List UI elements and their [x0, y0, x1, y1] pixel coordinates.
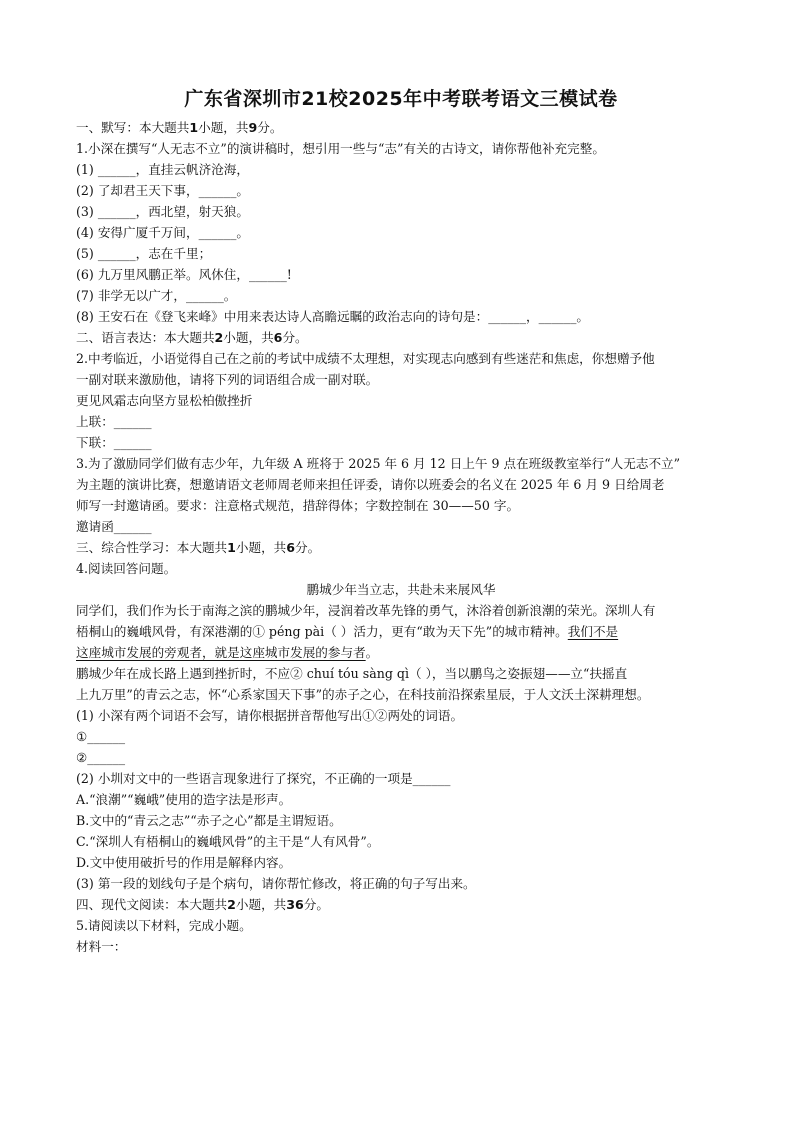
sub-question-1: (1) 小深有两个词语不会写，请你根据拼音帮他写出①②两处的词语。 — [76, 708, 464, 723]
passage-line: 鹏城少年在成长路上遇到挫折时，不应② chuí tóu sàng qì（ ），当以鹏鸟之姿振翅——立“扶摇直 — [76, 666, 628, 681]
passage-line: 同学们，我们作为长于南海之滨的鹏城少年，浸润着改革先锋的勇气，沐浴着创新浪潮的荣光。深圳人有 — [76, 603, 656, 618]
section-header-text: 分。 — [295, 540, 321, 555]
section-header-text: 分。 — [257, 120, 283, 135]
couplet-lower-answer: 下联：______ — [76, 435, 152, 450]
section-header-text: 分。 — [303, 897, 329, 912]
section-header-text: 四、现代文阅读：本大题共 — [76, 897, 228, 912]
option-a: A.“浪潮”“巍峨”使用的造字法是形声。 — [76, 792, 292, 807]
section-header-1 — [76, 117, 726, 138]
option-d: D.文中使用破折号的作用是解释内容。 — [76, 855, 292, 870]
couplet-words: 更见风霜志向坚方显松柏傲挫折 — [76, 393, 253, 408]
question-5-stem: 5.请阅读以下材料，完成小题。 — [76, 918, 252, 933]
question-count: 1 — [227, 540, 236, 555]
passage-text: 梧桐山的巍峨风骨，有深港潮的① péng pài（ ）活力，更有“敢为天下先”的城市精神。 — [76, 624, 568, 639]
material-label: 材料一： — [76, 939, 127, 954]
question-3-stem-line: 师写一封邀请函。要求：注意格式规范，措辞得体；字数控制在 30——50 字。 — [76, 498, 520, 513]
passage-text: 。 — [365, 645, 379, 660]
section-header-text: 三、综合性学习：本大题共 — [76, 540, 228, 555]
fill-item-6: (6) 九万里风鹏正举。风休住，______! — [76, 267, 292, 282]
passage-line — [76, 642, 726, 663]
section-header-text: 分。 — [282, 330, 308, 345]
section-header-text: 二、语言表达：本大题共 — [76, 330, 215, 345]
underlined-sentence: 这座城市发展的旁观者，就是这座城市发展的参与者 — [76, 645, 366, 660]
passage-line — [76, 621, 726, 642]
invitation-answer: 邀请函______ — [76, 519, 152, 534]
score-value: 9 — [248, 120, 258, 135]
option-b: B.文中的“青云之志”“赤子之心”都是主谓短语。 — [76, 813, 342, 828]
fill-item-2: (2) 了却君王天下事，______。 — [76, 183, 249, 198]
fill-item-4: (4) 安得广厦千万间，______。 — [76, 225, 249, 240]
section-header-text: 小题，共 — [235, 897, 287, 912]
section-header-text: 小题，共 — [235, 540, 287, 555]
question-2-stem-line: 一副对联来激励他，请将下列的词语组合成一副对联。 — [76, 372, 379, 387]
question-count: 1 — [189, 120, 199, 135]
question-3-stem-line: 3.为了激励同学们做有志少年，九年级 A 班将于 2025 年 6 月 12 日上午 9 点在班级教室举行“人无志不立” — [76, 456, 681, 471]
fill-item-7: (7) 非学无以广才，______。 — [76, 288, 237, 303]
fill-item-8: (8) 王安石在《登飞来峰》中用来表达诗人高瞻远瞩的政治志向的诗句是：______，______。 — [76, 309, 589, 324]
fill-item-5: (5) ______，志在千里； — [76, 246, 212, 261]
couplet-upper-answer: 上联：______ — [76, 414, 152, 429]
answer-blank-2: ②______ — [76, 750, 126, 765]
sub-question-3: (3) 第一段的划线句子是个病句，请你帮忙修改，将正确的句子写出来。 — [76, 876, 476, 891]
score-value: 6 — [286, 540, 296, 555]
score-value: 6 — [273, 330, 283, 345]
section-header-text: 小题，共 — [198, 120, 249, 135]
question-2-stem-line: 2.中考临近，小语觉得自己在之前的考试中成绩不太理想，对实现志向感到有些迷茫和焦虑，你想赠予他 — [76, 351, 655, 366]
underlined-sentence: 我们不是 — [567, 624, 619, 639]
passage-line: 上九万里”的青云之志，怀“心系家国天下事”的赤子之心，在科技前沿探索星辰，于人文沃土深耕理想。 — [76, 687, 650, 702]
page-title: 广东省深圳市21校2025年中考联考语文三模试卷 — [184, 88, 618, 110]
question-count: 2 — [227, 897, 236, 912]
passage-title: 鹏城少年当立志，共赴未来展风华 — [306, 582, 496, 597]
question-1-stem: 1.小深在撰写“人无志不立”的演讲稿时，想引用一些与“志”有关的古诗文，请你帮他补充完整。 — [76, 141, 605, 156]
section-header-2 — [76, 327, 726, 348]
sub-question-2: (2) 小圳对文中的一些语言现象进行了探究，不正确的一项是______ — [76, 771, 451, 786]
fill-item-3: (3) ______，西北望，射天狼。 — [76, 204, 249, 219]
section-header-3 — [76, 537, 726, 558]
option-c: C.“深圳人有梧桐山的巍峨风骨”的主干是“人有风骨”。 — [76, 834, 380, 849]
section-header-text: 小题，共 — [223, 330, 274, 345]
exam-paper — [76, 84, 726, 957]
fill-item-1: (1) ______，直挂云帆济沧海， — [76, 162, 249, 177]
question-3-stem-line: 为主题的演讲比赛，想邀请语文老师周老师来担任评委，请你以班委会的名义在 2025 年 6 月 9 日给周老 — [76, 477, 665, 492]
section-header-4 — [76, 894, 726, 915]
question-4-stem: 4.阅读回答问题。 — [76, 561, 177, 576]
score-value: 36 — [286, 897, 304, 912]
question-count: 2 — [214, 330, 224, 345]
answer-blank-1: ①______ — [76, 729, 126, 744]
section-header-text: 一、默写：本大题共 — [76, 120, 190, 135]
